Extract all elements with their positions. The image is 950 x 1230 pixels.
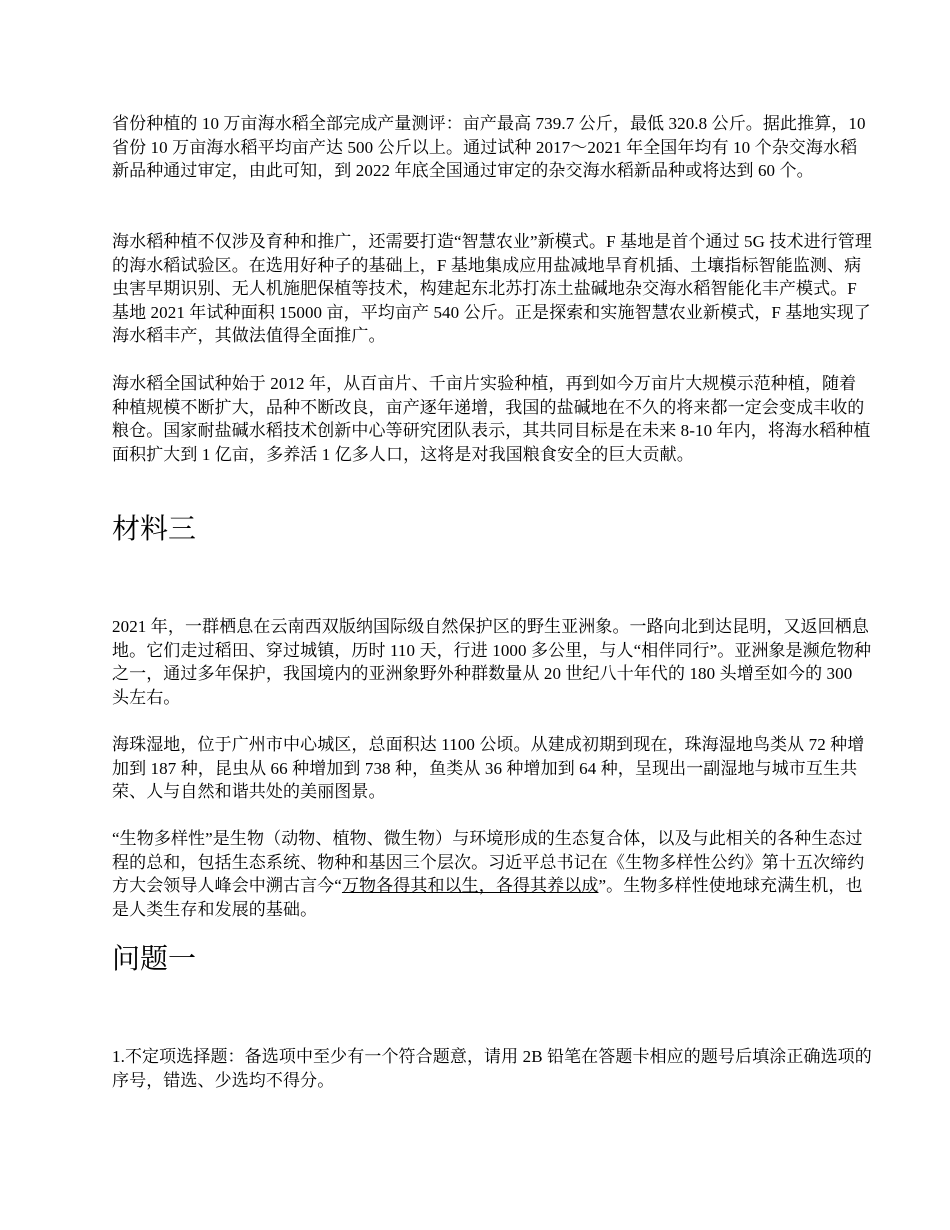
paragraph-text-before-quote: “生物多样性”是生物（动物、植物、微生物）与环境形成的生态复合体，以及与此相关的各种生态过程的总和，包括生态系统、物种和基因三个层次。习近平总书记在《生物多样性公约》第十五次缔约方大会领导人峰会中溯古言今“ — [112, 829, 865, 895]
heading-question1: 问题一 — [112, 942, 197, 975]
paragraph-question1-instructions: 1.不定项选择题：备选项中至少有一个符合题意，请用 2B 铅笔在答题卡相应的题号后填涂正确选项的序号，错选、少选均不得分。 — [112, 1047, 872, 1090]
paragraph-material3-2: 海珠湿地，位于广州市中心城区，总面积达 1100 公顷。从建成初期到现在，珠海湿地鸟类从 72 种增加到 187 种，昆虫从 66 种增加到 738 种，鱼类从 36 种增加到 64 种，呈现出一副湿地与城市互生共荣、人与自然和谐共处的美丽图景。 — [112, 735, 865, 801]
paragraph-material2-2: 海水稻种植不仅涉及育种和推广，还需要打造“智慧农业”新模式。F 基地是首个通过 5G 技术进行管理的海水稻试验区。在选用好种子的基础上，F 基地集成应用盐减地旱育机插、土壤指标智能监测、病虫害早期识别、无人机施肥保植等技术，构建起东北苏打冻土盐碱地杂交海水稻智能化丰产模式。F 基地 2021 年试种面积 15000 亩，平均亩产 540 公斤。正是探索和实施智慧农业新模式，F 基地实现了海水稻丰产，其做法值得全面推广。 — [112, 232, 872, 345]
paragraph-material3-1: 2021 年，一群栖息在云南西双版纳国际级自然保护区的野生亚洲象。一路向北到达昆明，又返回栖息地。它们走过稻田、穿过城镇，历时 110 天，行进 1000 多公里，与人“相伴同行”。亚洲象是濒危物种之一，通过多年保护，我国境内的亚洲象野外种群数量从 20 世纪八十年代的 180 头增至如今的 300 头左右。 — [112, 617, 872, 707]
paragraph-text-after-quote: ”。生物多样性使地球充满生机，也是人类生存和发展的基础。 — [112, 876, 863, 919]
paragraph-material2-3: 海水稻全国试种始于 2012 年，从百亩片、千亩片实验种植，再到如今万亩片大规模示范种植，随着种植规模不断扩大，品种不断改良，亩产逐年递增，我国的盐碱地在不久的将来都一定会变成丰收的粮仓。国家耐盐碱水稻技术创新中心等研究团队表示，其共同目标是在未来 8-10 年内，将海水稻种植面积扩大到 1 亿亩，多养活 1 亿多人口，这将是对我国粮食安全的巨大贡献。 — [112, 374, 871, 464]
paragraph-material3-3 — [112, 827, 872, 921]
heading-material3: 材料三 — [112, 512, 197, 545]
underlined-quote: 万物各得其和以生，各得其养以成 — [341, 876, 599, 895]
paragraph-material2-1: 省份种植的 10 万亩海水稻全部完成产量测评：亩产最高 739.7 公斤，最低 320.8 公斤。据此推算，10 省份 10 万亩海水稻平均亩产达 500 公斤以上。通过试种 2017～2021 年全国年均有 10 个杂交海水稻新品种通过审定，由此可知，到 2022 年底全国通过审定的杂交海水稻新品种或将达到 60 个。 — [112, 114, 866, 180]
